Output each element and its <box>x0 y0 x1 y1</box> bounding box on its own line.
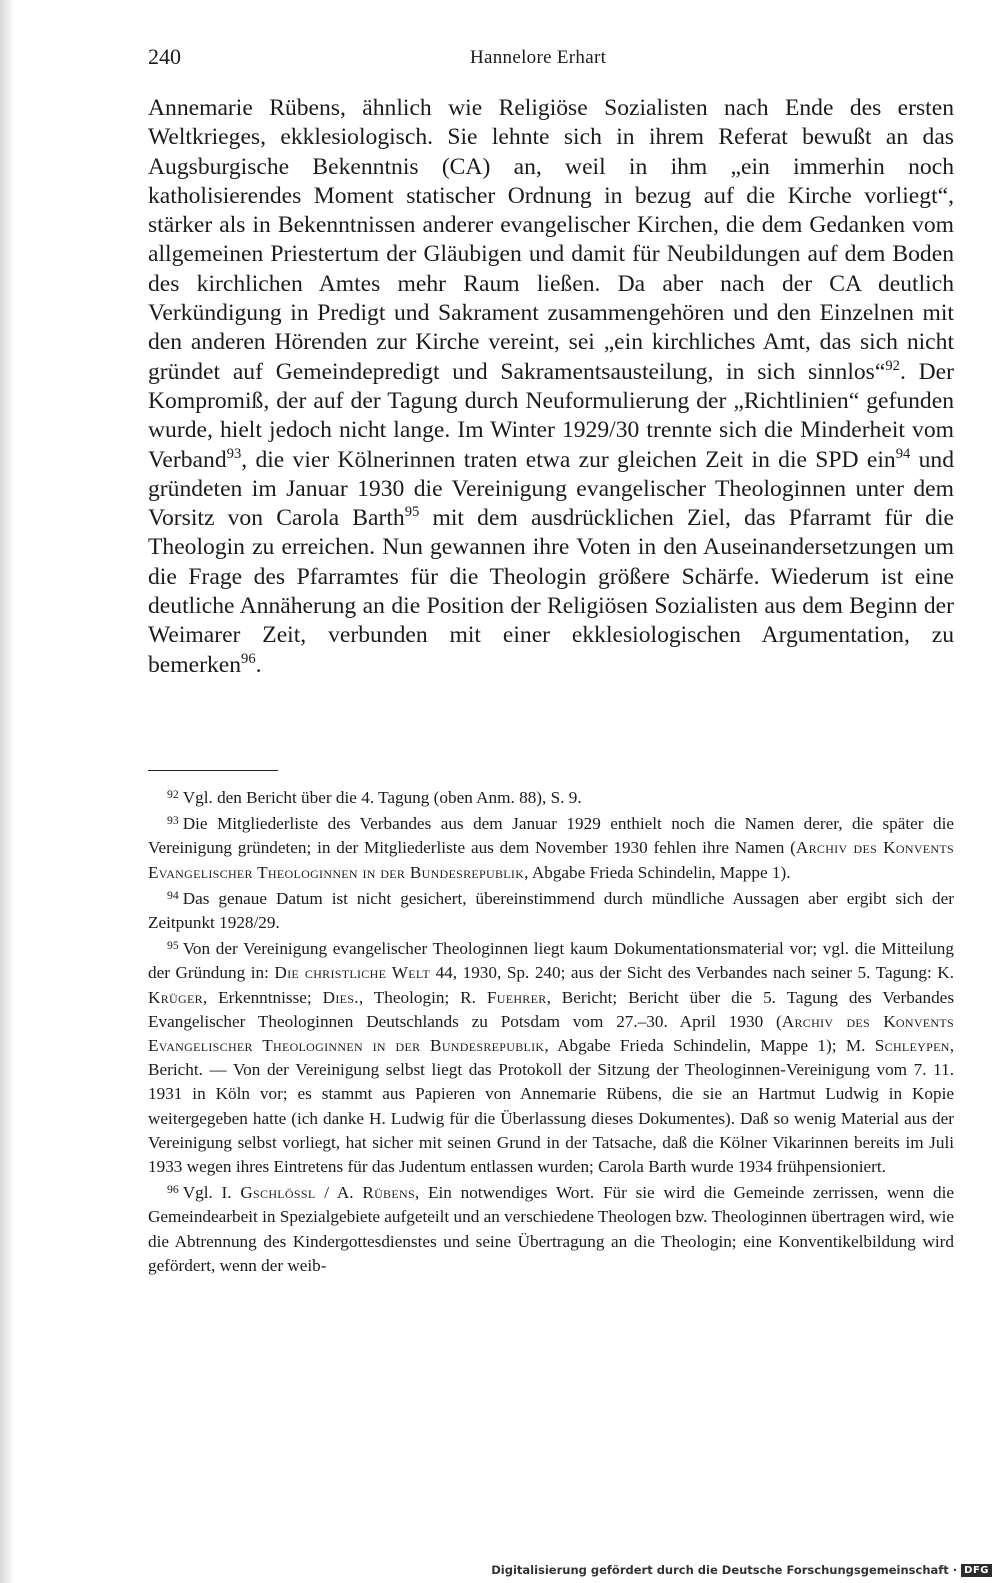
body-text: Annemarie Rübens, ähnlich wie Religiöse Sozialisten nach Ende des ersten Weltkrieges, ekklesiologisch. Sie lehnte sich in ihrem Referat bewußt an das Augsburgische Bekenntnis (CA) an, weil in ihm „ein immerhin noch katholisierendes Moment statischer Ordnung in bezug auf die Kirche vorliegt“, stärker als in Bekenntnissen anderer evangelischer Kirchen, die dem Gedanken vom allgemeinen Priestertum der Gläubigen und damit für Neubildungen auf dem Boden des kirchlichen Amtes mehr Raum ließen. Da aber nach der CA deutlich Verkündigung in Predigt und Sakrament zusammengehören und den Einzelnen mit den anderen Hörenden zur Kirche vereint, sei „ein kirchliches Amt, das sich nicht gründet auf Gemeindepredigt und Sakramentsausteilung, in sich sinnlos“ <box>148 95 954 385</box>
author-name: Gschlössl <box>240 1183 316 1203</box>
footnote-text: Die Mitgliederliste des Verbandes aus dem Januar 1929 enthielt noch die Namen derer, die später die Vereinigung gründeten; in der Mitgliederliste aus dem November 1930 fehlen ihre Namen ( <box>148 814 954 858</box>
footnote-number: 93 <box>167 814 179 828</box>
footnote-96 <box>148 1181 954 1278</box>
page-number: 240 <box>148 44 181 69</box>
author-name: Dies. <box>322 987 359 1007</box>
footnote-text: , Erkenntnisse; <box>202 987 323 1007</box>
footnote-text: , Bericht; Bericht über die 5. Tagung des Verbandes Evangelischer Theologinnen Deutschlands zu Potsdam vom 27.–30. April 1930 ( <box>148 987 955 1031</box>
footnote-text: 44, 1930, Sp. 240; aus der Sicht des Verbandes nach seiner 5. Tagung: K. <box>430 963 954 983</box>
journal-title: Die christliche Welt <box>274 963 431 983</box>
footnote-number: 95 <box>167 939 179 953</box>
running-title: Hannelore Erhart <box>470 47 607 68</box>
body-paragraph <box>148 94 954 680</box>
footnote-ref-92: 92 <box>885 357 900 374</box>
dfg-logo: DFG <box>961 1564 992 1577</box>
author-name: Krüger <box>148 987 203 1007</box>
body-text: . <box>255 651 262 678</box>
footnote-text: Das genaue Datum ist nicht gesichert, übereinstimmend durch mündliche Aussagen aber ergibt sich der Zeitpunkt 1928/29. <box>148 888 954 933</box>
body-text: . Der Kompromiß, der auf der Tagung durch Neuformulierung der „Richtlinien“ gefunden wurde, hielt jedoch nicht lange. Im Winter 1929/30 trennte sich die Minderheit vom Verband <box>148 358 954 473</box>
footnotes-section <box>148 786 954 1280</box>
page-edge-shadow <box>0 0 14 1583</box>
banner-text: Digitalisierung gefördert durch die Deutsche Forschungsgemeinschaft · <box>491 1563 958 1577</box>
footnote-text: , Abgabe Frieda Schindelin, Mappe 1); M. <box>544 1036 875 1056</box>
archive-citation: Archiv des Konvents Evangelischer Theologinnen in der Bundesrepublik <box>148 838 954 882</box>
body-text: mit dem ausdrücklichen Ziel, das Pfarramt für die Theologin zu erreichen. Nun gewannen ihre Voten in den Auseinandersetzungen um die Frage des Pfarramtes für die Theologin größere Schärfe. Wiederum ist eine deutliche Annäherung an die Position der Religiösen Sozialisten aus dem Beginn der Weimarer Zeit, verbunden mit einer ekklesiologischen Argumentation, zu bemerken <box>148 505 955 678</box>
footnote-text: , Abgabe Frieda Schindelin, Mappe 1). <box>524 862 791 882</box>
archive-citation: Archiv des Konvents Evangelischer Theologinnen in der Bundesrepublik <box>148 1011 954 1056</box>
footnote-ref-96: 96 <box>241 650 256 667</box>
footnote-text: , Theologin; R. <box>358 987 487 1007</box>
footnote-text: Vgl. I. <box>182 1183 241 1203</box>
footnote-number: 92 <box>167 788 179 802</box>
footnote-95 <box>148 937 954 1179</box>
footnote-divider <box>148 770 278 771</box>
footnote-ref-95: 95 <box>404 504 420 521</box>
footnote-text: , Bericht. — Von der Vereinigung selbst liegt das Protokoll der Sitzung der Theologinnen-Vereinigung vom 7. 11. 1931 in Köln vor; es stammt aus Papieren von Annemarie Rübens, die sie an Hartmut Ludwig in Kopie weitergegeben hatte (ich danke H. Ludwig für die Überlassung dieses Dokumentes). Daß so wenig Material aus der Vereinigung selbst vorliegt, hat sicher mit seinen Grund in der Tatsache, daß die Kölner Vikarinnen bereits im Juli 1933 wegen ihres Eintretens für das Judentum entlassen wurden; Carola Barth wurde 1934 frühpensioniert. <box>148 1036 955 1177</box>
footnote-ref-93: 93 <box>226 445 242 462</box>
author-name: Schleypen <box>874 1036 950 1056</box>
footnote-text: / A. <box>315 1183 363 1203</box>
body-text: und gründeten im Januar 1930 die Vereinigung evangelischer Theologinnen unter dem Vorsitz von Carola Barth <box>148 446 954 532</box>
author-name: Rübens <box>362 1183 415 1203</box>
footnote-94 <box>148 887 954 935</box>
footnote-ref-94: 94 <box>895 445 911 462</box>
body-text: , die vier Kölnerinnen traten etwa zur gleichen Zeit in die SPD ein <box>241 446 896 473</box>
footnote-92 <box>148 786 954 810</box>
footnote-text: Von der Vereinigung evangelischer Theologinnen liegt kaum Dokumentationsmaterial vor; vgl. die Mitteilung der Gründung in: <box>148 939 954 983</box>
footnote-text: , Ein notwendiges Wort. Für sie wird die Gemeinde zerrissen, wenn die Gemeindearbeit in Spezialgebiete aufgeteilt und an verschiedene Theologen bzw. Theologinnen übertragen wird, wie die Abtrennung des Kindergottesdienstes und seine Übertragung an die Theologin; eine Konventikelbildung wird gefördert, wenn der weib- <box>148 1183 955 1275</box>
footnote-number: 96 <box>167 1183 179 1197</box>
footnote-text: Vgl. den Bericht über die 4. Tagung (oben Anm. 88), S. 9. <box>182 788 582 807</box>
running-head <box>148 44 954 78</box>
digitization-banner <box>491 1561 992 1579</box>
author-name: Fuehrer <box>486 987 547 1007</box>
footnote-93 <box>148 812 954 885</box>
footnote-number: 94 <box>167 888 179 902</box>
